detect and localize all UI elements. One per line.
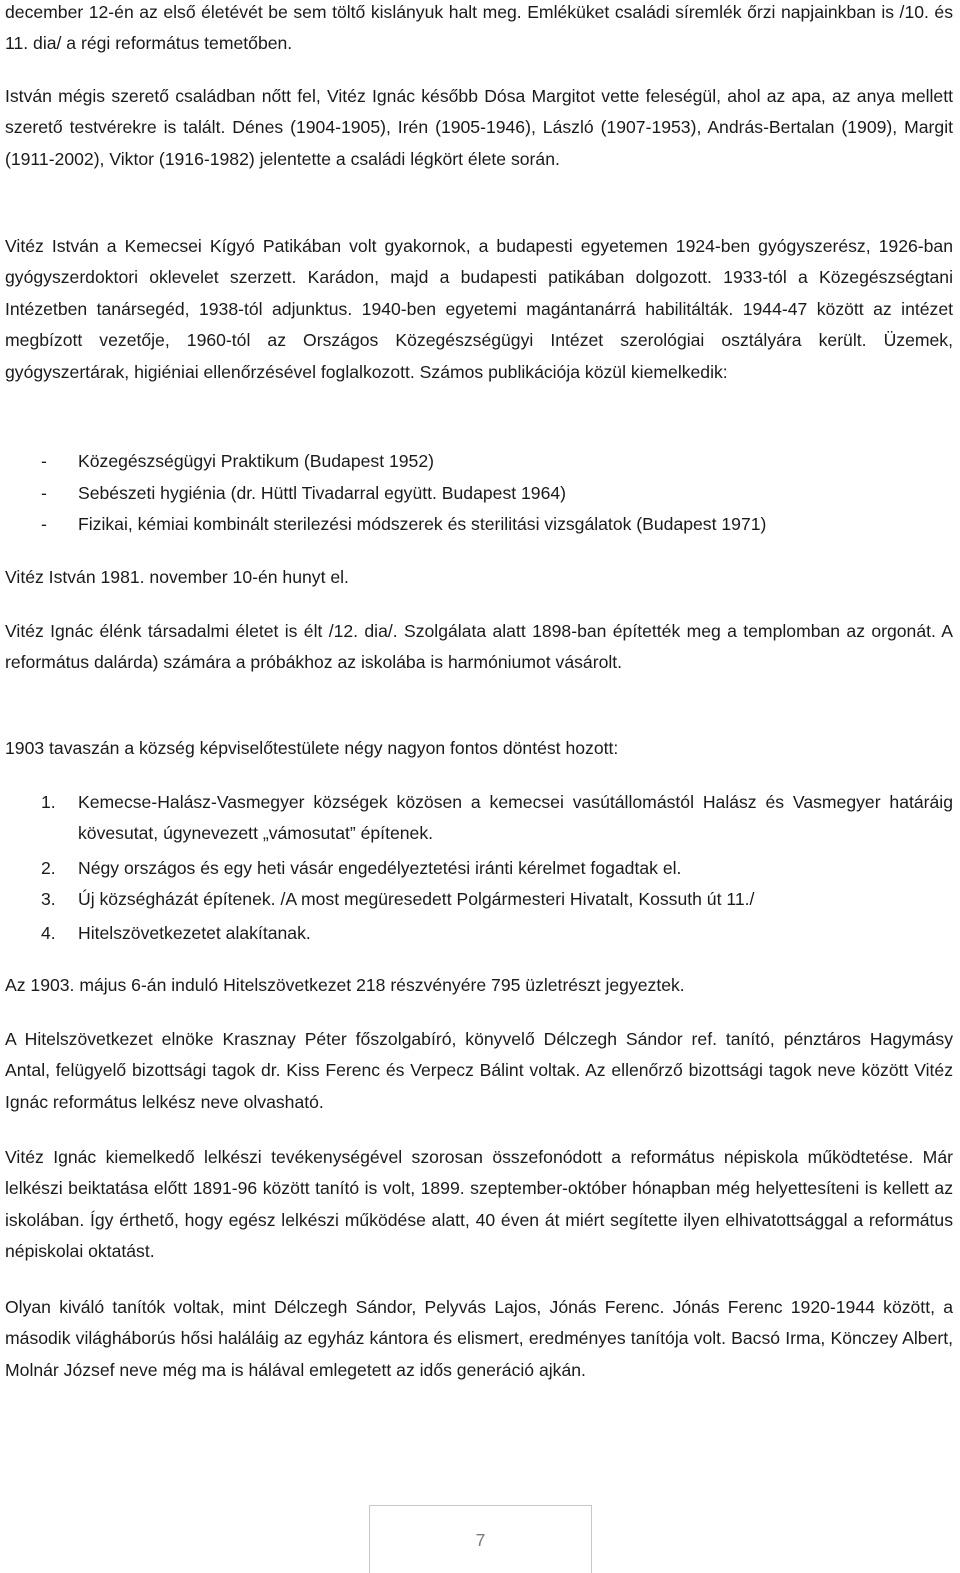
list-item — [5, 853, 953, 884]
list-number: 2. — [41, 858, 56, 878]
paragraph-ignac-social-life: Vitéz Ignác élénk társadalmi életet is élt /12. dia/. Szolgálata alatt 1898-ban építették meg a templomban az orgonát. A református dalárda) számára a próbákhoz az iskolába is harmóniumot vásárolt. — [5, 621, 953, 673]
list-item — [5, 884, 953, 915]
decision-text: Hitelszövetkezetet alakítanak. — [78, 923, 311, 943]
list-item — [5, 446, 953, 477]
paragraph-istvan-family: István mégis szerető családban nőtt fel, Vitéz Ignác később Dósa Margitot vette feleségül, ahol az apa, az anya mellett szerető testvérekre is talált. Dénes (1904-1905), Irén (1905-1946), László (1907-1953), András-Bertalan (1909), Margit (1911-2002), Viktor (1916-1982) jelentette a családi légkört élete során. — [5, 86, 953, 169]
decision-text: Négy országos és egy heti vásár engedélyeztetési iránti kérelmet fogadtak el. — [78, 858, 682, 878]
paragraph-hitelszovetkezet-shares: Az 1903. május 6-án induló Hitelszövetkezet 218 részvényére 795 üzletrészt jegyeztek. — [5, 975, 685, 995]
paragraph-school: Vitéz Ignác kiemelkedő lelkészi tevékenységével szorosan összefonódott a református népiskola működtetése. Már lelkészi beiktatása előtt 1891-96 között tanító is volt, 1899. szeptember-október hónapban még helyettesíteni is kellett az iskolában. Így érthető, hogy egész lelkészi működése alatt, 40 éven át miért segítette ilyen elhivatottsággal a református népiskolai oktatást. — [5, 1147, 953, 1262]
publication-title: Sebészeti hygiénia (dr. Hüttl Tivadarral együtt. Budapest 1964) — [78, 483, 567, 503]
decision-text: Kemecse-Halász-Vasmegyer községek közösen a kemecsei vasútállomástól Halász és Vasmegyer határáig kövesutat, úgynevezett „vámosutat” építenek. — [78, 792, 953, 844]
list-number: 3. — [41, 889, 56, 909]
list-item — [5, 787, 953, 850]
list-item — [5, 509, 953, 540]
list-number: 4. — [41, 923, 56, 943]
publication-title: Közegészségügyi Praktikum (Budapest 1952) — [78, 451, 434, 471]
paragraph-1903-decisions-intro: 1903 tavaszán a község képviselőtestülete négy nagyon fontos döntést hozott: — [5, 738, 619, 758]
paragraph-hitelszovetkezet-board: A Hitelszövetkezet elnöke Krasznay Péter főszolgabíró, könyvelő Délczegh Sándor ref. tanító, pénztáros Hagymásy Antal, felügyelő bizottsági tagok dr. Kiss Ferenc és Verpecz Bálint voltak. Az ellenőrző bizottsági tagok neve között Vitéz Ignác református lelkész neve olvasható. — [5, 1029, 953, 1112]
list-marker: - — [41, 483, 47, 503]
paragraph-istvan-career: Vitéz István a Kemecsei Kígyó Patikában volt gyakornok, a budapesti egyetemen 1924-ben gyógyszerész, 1926-ban gyógyszerdoktori oklevelet szerzett. Karádon, majd a budapesti patikában dolgozott. 1933-tól a Közegészségtani Intézetben tanársegéd, 1938-tól adjunktus. 1940-ben egyetemi magántanárrá habilitálták. 1944-47 között az intézet megbízott vezetője, 1960-tól az Országos Közegészségügyi Intézet szerológiai osztályára került. Üzemek, gyógyszertárak, higiéniai ellenőrzésével foglalkozott. Számos publikációja közül kiemelkedik: — [5, 236, 953, 382]
paragraph-istvan-death: Vitéz István 1981. november 10-én hunyt el. — [5, 567, 349, 587]
list-marker: - — [41, 514, 47, 534]
page-number: 7 — [475, 1530, 486, 1550]
list-item — [5, 918, 953, 949]
page-number-box — [369, 1505, 592, 1573]
list-item — [5, 478, 953, 509]
publication-title: Fizikai, kémiai kombinált sterilezési módszerek és sterilitási vizsgálatok (Budapest 1971) — [78, 514, 767, 534]
paragraph-teachers: Olyan kiváló tanítók voltak, mint Délczegh Sándor, Pelyvás Lajos, Jónás Ferenc. Jónás Ferenc 1920-1944 között, a második világháborús hősi haláláig az egyház kántora és elismert, eredményes tanítója volt. Bacsó Irma, Könczey Albert, Molnár József neve még ma is hálával emlegetett az idős generáció ajkán. — [5, 1297, 953, 1380]
decision-text: Új községházát építenek. /A most megüresedett Polgármesteri Hivatalt, Kossuth út 11./ — [78, 889, 755, 909]
list-marker: - — [41, 451, 47, 471]
list-number: 1. — [41, 792, 56, 812]
paragraph-family-grave: december 12-én az első életévét be sem töltő kislányuk halt meg. Emléküket családi síremlék őrzi napjainkban is /10. és 11. dia/ a régi református temetőben. — [5, 2, 953, 54]
